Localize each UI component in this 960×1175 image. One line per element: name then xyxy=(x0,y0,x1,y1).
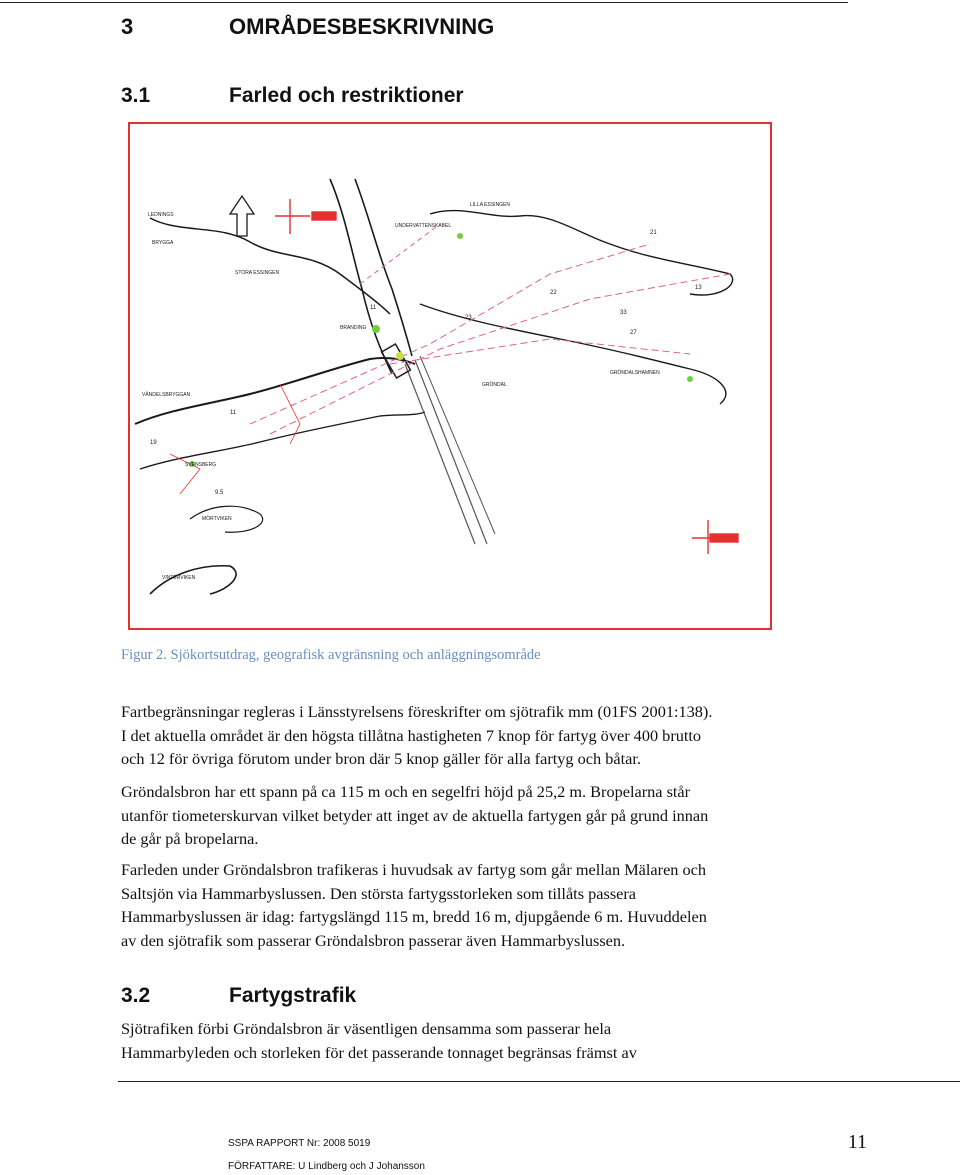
depth-label: 27 xyxy=(630,330,637,336)
subsection-title-2: Fartygstrafik xyxy=(229,984,357,1007)
shoreline-upper-left xyxy=(150,218,390,314)
shoreline-lower-left xyxy=(135,358,415,424)
chart-figure xyxy=(128,122,772,630)
paragraph-fairway-traffic xyxy=(121,858,851,952)
chart-label: GRÖNDALSHAMNEN xyxy=(610,370,660,376)
section-title: OMRÅDESBESKRIVNING xyxy=(229,14,495,39)
footer-report-number: SSPA RAPPORT Nr: 2008 5019 xyxy=(228,1138,371,1149)
footer-rule xyxy=(118,1081,960,1082)
route-line-3 xyxy=(390,339,690,364)
paragraph-line: Saltsjön via Hammarbyslussen. Den största fartygsstorleken som tillåts passera xyxy=(121,883,637,903)
green-marker-2 xyxy=(396,352,404,360)
road-line-1 xyxy=(405,364,475,544)
footer-authors: FÖRFATTARE: U Lindberg och J Johansson xyxy=(228,1161,425,1172)
green-marker-3 xyxy=(457,233,463,239)
paragraph-line: I det aktuella området är den högsta tillåtna hastigheten 7 knop för fartyg över 400 brutto xyxy=(121,725,702,745)
depth-label: 11 xyxy=(370,305,377,311)
chart-label: MÖRTVIKEN xyxy=(202,516,232,522)
depth-label: 11 xyxy=(230,410,237,416)
depth-label: 19 xyxy=(150,440,157,446)
route-line-1 xyxy=(250,244,650,424)
shoreline-channel-left xyxy=(330,179,392,374)
paragraph-line: de går på bropelarna. xyxy=(121,829,259,848)
chart-label: LEDNINGS xyxy=(148,212,174,218)
subsection-title-1: Farled och restriktioner xyxy=(229,84,464,107)
chart-label: BRANDING xyxy=(340,325,367,331)
boundary-marker-bottom xyxy=(692,520,738,554)
paragraph-ship-traffic xyxy=(121,1017,851,1064)
chart-label: VINTERVIKEN xyxy=(162,575,196,581)
paragraph-speed-limits xyxy=(121,700,851,771)
depth-label: 9.5 xyxy=(215,490,224,496)
paragraph-line: Hammarbyslussen är idag: fartygslängd 115 m, bredd 16 m, djupgående 6 m. Huvuddelen xyxy=(121,907,707,926)
chart-label: UNDERVATTENSKABEL xyxy=(395,223,452,229)
paragraph-line: av den sjötrafik som passerar Gröndalsbron passerar även Hammarbyslussen. xyxy=(121,930,626,950)
chart-label: SVENSBERG xyxy=(185,462,217,468)
depth-label: 13 xyxy=(695,285,702,291)
chart-label: STORA ESSINGEN xyxy=(235,270,280,276)
chart-label: GRÖNDAL xyxy=(482,382,507,388)
paragraph-line: och 12 för övriga förutom under bron där 5 knop gäller för alla fartyg och båtar. xyxy=(121,749,641,768)
depth-label: 33 xyxy=(620,310,627,316)
depth-label: 23 xyxy=(465,315,472,321)
paragraph-line: Farleden under Gröndalsbron trafikeras i huvudsak av fartyg som går mellan Mälaren och xyxy=(121,860,707,879)
route-line-4 xyxy=(360,224,440,284)
chart-label: BRYGGA xyxy=(152,240,174,246)
shoreline-upper-right xyxy=(430,211,733,295)
chart-label: LILLA ESSINGEN xyxy=(470,202,511,208)
paragraph-line: Fartbegränsningar regleras i Länsstyrelsens föreskrifter om sjötrafik mm (01FS 2001:138). xyxy=(121,702,713,721)
subsection-heading-2 xyxy=(121,984,721,1012)
subsection-number-1: 3.1 xyxy=(121,84,151,107)
paragraph-line: Hammarbyleden och storleken för det passerande tonnaget begränsas främst av xyxy=(121,1042,637,1062)
paragraph-line: utanför tiometerskurvan vilket betyder att inget av de aktuella fartygen går på grund innan xyxy=(121,805,709,825)
road-line-2 xyxy=(415,360,487,544)
paragraph-line: Sjötrafiken förbi Gröndalsbron är väsentligen densamma som passerar hela xyxy=(121,1019,612,1038)
subsection-heading-1 xyxy=(121,84,721,112)
header-rule xyxy=(0,2,848,3)
section-heading xyxy=(121,14,721,42)
paragraph-bridge-span xyxy=(121,780,851,851)
route-line-2 xyxy=(270,274,730,434)
depth-label: 21 xyxy=(650,230,657,236)
section-number: 3 xyxy=(121,14,134,39)
subsection-number-2: 3.2 xyxy=(121,984,151,1007)
page-number: 11 xyxy=(847,1131,867,1153)
chart-label: VÄNDELSBRYGGAN xyxy=(142,392,191,398)
paragraph-line: Gröndalsbron har ett spann på ca 115 m och en segelfri höjd på 25,2 m. Bropelarna står xyxy=(121,782,691,801)
figure-caption: Figur 2. Sjökortsutdrag, geografisk avgränsning och anläggningsområde xyxy=(121,647,541,663)
green-marker-1 xyxy=(372,325,380,333)
north-arrow-icon xyxy=(230,196,254,236)
depth-label: 22 xyxy=(550,290,557,296)
boundary-marker-top xyxy=(275,199,336,234)
green-marker-4 xyxy=(687,376,693,382)
chart-drawing xyxy=(130,124,770,628)
